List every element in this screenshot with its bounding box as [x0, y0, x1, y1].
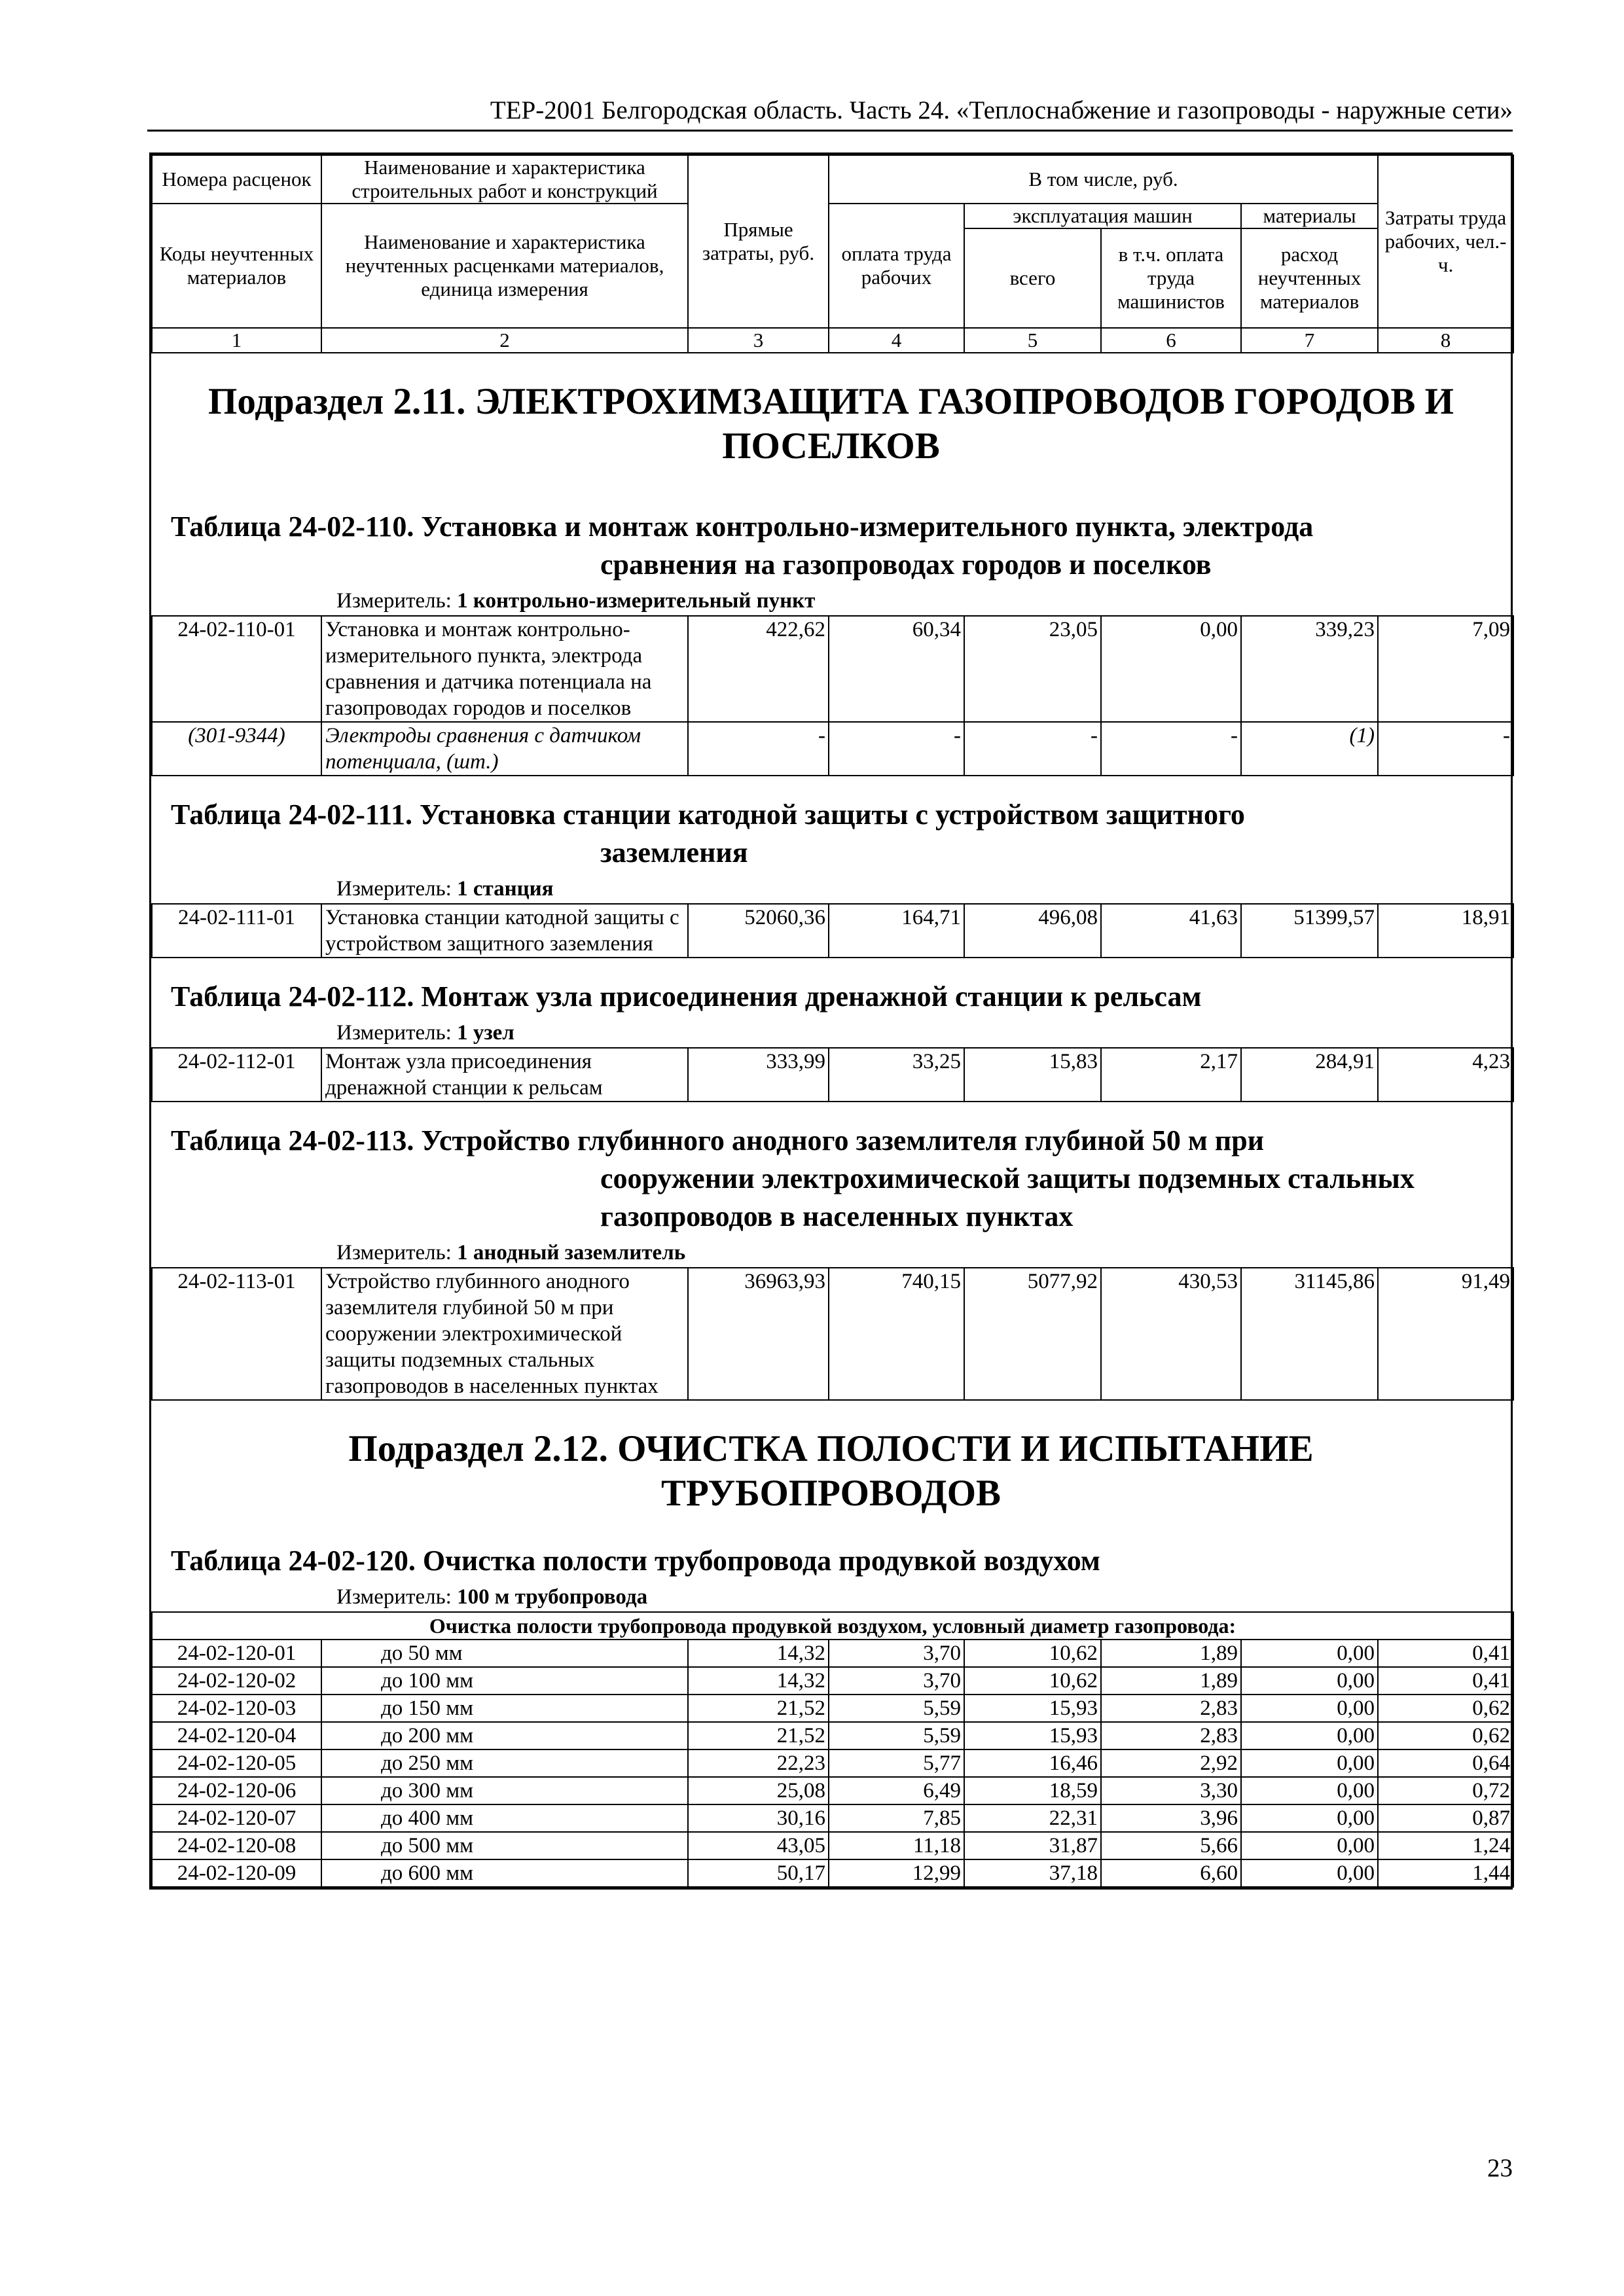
table-title-continuation: сравнения на газопроводах городов и поселков	[600, 548, 1212, 581]
materials: 0,00	[1241, 1804, 1378, 1832]
table-row	[152, 1749, 1513, 1777]
table-title-lead: Таблица 24-02-111. Установка станции катодной защиты с устройством защитного	[171, 798, 1245, 831]
materials: (1)	[1241, 722, 1378, 776]
machines-total: 18,59	[964, 1777, 1101, 1804]
table-row	[152, 1048, 1513, 1102]
rate-code: 24-02-111-01	[152, 904, 321, 958]
direct-costs: 21,52	[688, 1695, 829, 1722]
machines-total: 10,62	[964, 1640, 1101, 1667]
operator-pay: 2,17	[1101, 1048, 1241, 1102]
direct-costs: 52060,36	[688, 904, 829, 958]
materials: 339,23	[1241, 616, 1378, 722]
direct-costs: 333,99	[688, 1048, 829, 1102]
operator-pay: 2,92	[1101, 1749, 1241, 1777]
rate-name: Устройство глубинного анодного заземлителя глубиной 50 м при сооружении электрохимической защиты подземных стальных газопроводов в населенных пунктах	[321, 1268, 688, 1400]
machines-total: 23,05	[964, 616, 1101, 722]
labor-hours: 0,62	[1378, 1695, 1513, 1722]
direct-costs: 14,32	[688, 1640, 829, 1667]
rate-code: 24-02-120-09	[152, 1859, 321, 1887]
rate-name: до 200 мм	[321, 1722, 688, 1749]
labor-hours: 7,09	[1378, 616, 1513, 722]
table-title-lead: Таблица 24-02-113. Устройство глубинного анодного заземлителя глубиной 50 м при	[171, 1124, 1265, 1157]
rates-document	[149, 152, 1513, 1890]
rate-name: до 50 мм	[321, 1640, 688, 1667]
direct-costs: 14,32	[688, 1667, 829, 1695]
measure-unit: Измеритель: 1 станция	[336, 877, 554, 901]
worker-pay: 60,34	[829, 616, 964, 722]
direct-costs: 50,17	[688, 1859, 829, 1887]
direct-costs: 22,23	[688, 1749, 829, 1777]
worker-pay: 5,59	[829, 1722, 964, 1749]
direct-costs: 25,08	[688, 1777, 829, 1804]
table-row	[152, 616, 1513, 722]
materials: 0,00	[1241, 1777, 1378, 1804]
rate-name: до 150 мм	[321, 1695, 688, 1722]
table-row	[152, 1722, 1513, 1749]
material-code: (301-9344)	[152, 722, 321, 776]
operator-pay: 1,89	[1101, 1667, 1241, 1695]
table-title	[151, 1535, 1511, 1580]
worker-pay: 5,77	[829, 1749, 964, 1777]
machines-total: 16,46	[964, 1749, 1101, 1777]
machines-total: 5077,92	[964, 1268, 1101, 1400]
operator-pay: 430,53	[1101, 1268, 1241, 1400]
machines-total: 22,31	[964, 1804, 1101, 1832]
worker-pay: 740,15	[829, 1268, 964, 1400]
running-header: ТЕР-2001 Белгородская область. Часть 24. «Теплоснабжение и газопроводы - наружные сети»	[147, 96, 1513, 132]
rate-code: 24-02-120-08	[152, 1832, 321, 1859]
col-header-material-name: Наименование и характеристика неучтенных расценками материалов, единица измерения	[321, 204, 688, 328]
table-title	[151, 776, 1511, 872]
rate-name: до 100 мм	[321, 1667, 688, 1695]
machines-total: 15,83	[964, 1048, 1101, 1102]
operator-pay: 1,89	[1101, 1640, 1241, 1667]
labor-hours: 1,24	[1378, 1832, 1513, 1859]
labor-hours: 0,41	[1378, 1667, 1513, 1695]
table-title-continuation: сооружении электрохимической защиты подземных стальных газопроводов в населенных пунктах	[600, 1162, 1415, 1232]
table-title-continuation: заземления	[600, 836, 748, 869]
material-name: Электроды сравнения с датчиком потенциала, (шт.)	[321, 722, 688, 776]
materials: 0,00	[1241, 1695, 1378, 1722]
rate-code: 24-02-120-02	[152, 1667, 321, 1695]
table-title	[151, 488, 1511, 584]
col-header-rate-numbers: Номера расценок	[152, 155, 321, 204]
col-number: 1	[152, 328, 321, 353]
col-number: 3	[688, 328, 829, 353]
col-header-machines-total: всего	[964, 228, 1101, 328]
direct-costs: 21,52	[688, 1722, 829, 1749]
direct-costs: 43,05	[688, 1832, 829, 1859]
rates-table	[151, 1267, 1514, 1401]
rates-table	[151, 615, 1514, 776]
machines-total: -	[964, 722, 1101, 776]
table-row	[152, 1695, 1513, 1722]
col-header-including: В том числе, руб.	[829, 155, 1378, 204]
labor-hours: 0,64	[1378, 1749, 1513, 1777]
materials: 0,00	[1241, 1640, 1378, 1667]
direct-costs: 30,16	[688, 1804, 829, 1832]
col-number: 5	[964, 328, 1101, 353]
col-number: 6	[1101, 328, 1241, 353]
labor-hours: 91,49	[1378, 1268, 1513, 1400]
rate-name: до 300 мм	[321, 1777, 688, 1804]
machines-total: 15,93	[964, 1722, 1101, 1749]
operator-pay: 41,63	[1101, 904, 1241, 958]
rate-code: 24-02-120-03	[152, 1695, 321, 1722]
rate-code: 24-02-120-01	[152, 1640, 321, 1667]
rate-code: 24-02-110-01	[152, 616, 321, 722]
materials: 0,00	[1241, 1722, 1378, 1749]
rates-table	[151, 1611, 1514, 1888]
table-row	[152, 1268, 1513, 1400]
group-heading: Очистка полости трубопровода продувкой воздухом, условный диаметр газопровода:	[152, 1612, 1513, 1640]
table-row	[152, 1804, 1513, 1832]
col-header-unaccounted-materials: расход неучтенных материалов	[1241, 228, 1378, 328]
worker-pay: 164,71	[829, 904, 964, 958]
worker-pay: 3,70	[829, 1640, 964, 1667]
table-title-lead: Таблица 24-02-112. Монтаж узла присоединения дренажной станции к рельсам	[171, 980, 1202, 1013]
machines-total: 496,08	[964, 904, 1101, 958]
col-number: 2	[321, 328, 688, 353]
table-row	[152, 1777, 1513, 1804]
col-header-material-codes: Коды неучтенных материалов	[152, 204, 321, 328]
col-header-operator-pay: в т.ч. оплата труда машинистов	[1101, 228, 1241, 328]
machines-total: 10,62	[964, 1667, 1101, 1695]
labor-hours: 0,41	[1378, 1640, 1513, 1667]
col-header-machines: эксплуатация машин	[964, 204, 1241, 228]
rate-name: Монтаж узла присоединения дренажной станции к рельсам	[321, 1048, 688, 1102]
rate-code: 24-02-120-06	[152, 1777, 321, 1804]
table-row	[152, 1859, 1513, 1887]
labor-hours: 1,44	[1378, 1859, 1513, 1887]
rate-code: 24-02-112-01	[152, 1048, 321, 1102]
section-heading: Подраздел 2.12. ОЧИСТКА ПОЛОСТИ И ИСПЫТАНИЕ ТРУБОПРОВОДОВ	[348, 1428, 1314, 1514]
materials: 0,00	[1241, 1859, 1378, 1887]
col-number: 7	[1241, 328, 1378, 353]
table-title	[151, 958, 1511, 1016]
material-row	[152, 722, 1513, 776]
worker-pay: -	[829, 722, 964, 776]
rate-code: 24-02-120-05	[152, 1749, 321, 1777]
labor-hours: 0,72	[1378, 1777, 1513, 1804]
operator-pay: 3,96	[1101, 1804, 1241, 1832]
rate-code: 24-02-120-07	[152, 1804, 321, 1832]
operator-pay: 6,60	[1101, 1859, 1241, 1887]
materials: 31145,86	[1241, 1268, 1378, 1400]
measure-unit: Измеритель: 1 анодный заземлитель	[336, 1241, 686, 1265]
worker-pay: 33,25	[829, 1048, 964, 1102]
page-number: 23	[1487, 2154, 1513, 2182]
measure-unit: Измеритель: 100 м трубопровода	[336, 1585, 648, 1609]
worker-pay: 7,85	[829, 1804, 964, 1832]
col-header-work-name: Наименование и характеристика строительных работ и конструкций	[321, 155, 688, 204]
labor-hours: 4,23	[1378, 1048, 1513, 1102]
operator-pay: 2,83	[1101, 1695, 1241, 1722]
rate-name: до 250 мм	[321, 1749, 688, 1777]
rate-name: до 600 мм	[321, 1859, 688, 1887]
direct-costs: -	[688, 722, 829, 776]
direct-costs: 422,62	[688, 616, 829, 722]
materials: 0,00	[1241, 1832, 1378, 1859]
labor-hours: -	[1378, 722, 1513, 776]
table-row	[152, 1640, 1513, 1667]
column-header-table	[151, 154, 1514, 353]
rate-code: 24-02-120-04	[152, 1722, 321, 1749]
table-title-lead: Таблица 24-02-110. Установка и монтаж контрольно-измерительного пункта, электрода	[171, 511, 1314, 543]
rate-code: 24-02-113-01	[152, 1268, 321, 1400]
direct-costs: 36963,93	[688, 1268, 829, 1400]
machines-total: 15,93	[964, 1695, 1101, 1722]
col-header-materials: материалы	[1241, 204, 1378, 228]
labor-hours: 18,91	[1378, 904, 1513, 958]
operator-pay: 3,30	[1101, 1777, 1241, 1804]
table-row	[152, 1832, 1513, 1859]
machines-total: 37,18	[964, 1859, 1101, 1887]
operator-pay: 5,66	[1101, 1832, 1241, 1859]
materials: 51399,57	[1241, 904, 1378, 958]
worker-pay: 3,70	[829, 1667, 964, 1695]
col-number: 4	[829, 328, 964, 353]
table-row	[152, 904, 1513, 958]
measure-unit: Измеритель: 1 узел	[336, 1021, 514, 1045]
col-header-labor-hours: Затраты труда рабочих, чел.-ч.	[1378, 155, 1513, 328]
col-header-direct-costs: Прямые затраты, руб.	[688, 155, 829, 328]
rate-name: Установка станции катодной защиты с устройством защитного заземления	[321, 904, 688, 958]
table-title	[151, 1102, 1511, 1236]
materials: 284,91	[1241, 1048, 1378, 1102]
worker-pay: 12,99	[829, 1859, 964, 1887]
col-number: 8	[1378, 328, 1513, 353]
operator-pay: -	[1101, 722, 1241, 776]
rates-table	[151, 1047, 1514, 1102]
rates-table	[151, 903, 1514, 958]
table-title-lead: Таблица 24-02-120. Очистка полости трубопровода продувкой воздухом	[171, 1545, 1100, 1577]
machines-total: 31,87	[964, 1832, 1101, 1859]
section-heading: Подраздел 2.11. ЭЛЕКТРОХИМЗАЩИТА ГАЗОПРОВОДОВ ГОРОДОВ И ПОСЕЛКОВ	[208, 381, 1454, 467]
materials: 0,00	[1241, 1667, 1378, 1695]
worker-pay: 11,18	[829, 1832, 964, 1859]
materials: 0,00	[1241, 1749, 1378, 1777]
rate-name: до 500 мм	[321, 1832, 688, 1859]
col-header-worker-pay: оплата труда рабочих	[829, 204, 964, 328]
rate-name: до 400 мм	[321, 1804, 688, 1832]
worker-pay: 5,59	[829, 1695, 964, 1722]
labor-hours: 0,62	[1378, 1722, 1513, 1749]
operator-pay: 0,00	[1101, 616, 1241, 722]
worker-pay: 6,49	[829, 1777, 964, 1804]
labor-hours: 0,87	[1378, 1804, 1513, 1832]
operator-pay: 2,83	[1101, 1722, 1241, 1749]
table-row	[152, 1667, 1513, 1695]
measure-unit: Измеритель: 1 контрольно-измерительный пункт	[336, 589, 816, 613]
rate-name: Установка и монтаж контрольно-измерительного пункта, электрода сравнения и датчика потенциала на газопроводах городов и поселков	[321, 616, 688, 722]
